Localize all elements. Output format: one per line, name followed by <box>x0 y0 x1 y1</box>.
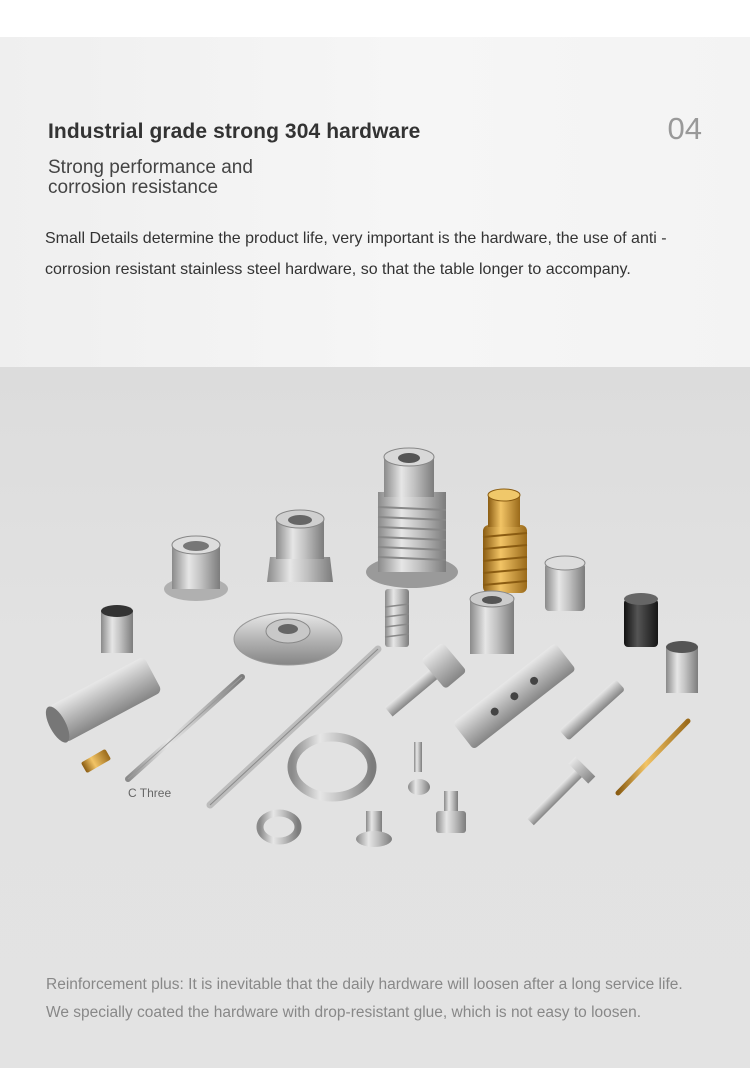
brass-pogo-pin <box>618 721 688 793</box>
threaded-shaft-right <box>559 679 625 740</box>
caption-label: C Three <box>128 786 172 800</box>
knurled-screw <box>436 791 466 833</box>
small-screw <box>356 811 392 847</box>
top-margin <box>0 0 750 37</box>
intro-paragraph: Small Details determine the product life, very important is the hardware, the use of anti -corrosion resistant stainless steel hardware, so that the table longer to accompany. <box>45 230 667 278</box>
hex-nut-fitting <box>267 510 333 582</box>
section-number: 04 <box>667 111 702 146</box>
reinforcement-note: Reinforcement plus: It is inevitable that the daily hardware will loosen after a long service life. We specially coated the hardware with drop-resistant glue, which is not easy to loosen. <box>46 976 683 1021</box>
small-ring <box>260 813 298 841</box>
drilled-bar <box>453 643 576 750</box>
threaded-stud <box>385 589 409 647</box>
intro-section <box>0 37 750 367</box>
headed-pin <box>377 642 467 726</box>
brass-worm-fitting <box>483 489 527 593</box>
bellows-fitting <box>366 448 458 588</box>
hardware-parts-illustration <box>0 367 750 1068</box>
conical-nozzle <box>408 742 430 795</box>
small-spool <box>545 556 585 611</box>
sealing-ring <box>292 737 372 797</box>
flange-disc <box>234 613 342 665</box>
cylinder-bushing <box>164 536 228 601</box>
section-subtitle: Strong performance and corrosion resistance <box>48 157 253 198</box>
right-threaded-fitting <box>666 641 698 693</box>
brass-small-fitting <box>81 749 111 773</box>
hardware-photo <box>0 367 750 1068</box>
section-title: Industrial grade strong 304 hardware <box>48 120 421 143</box>
threaded-bushing <box>470 591 514 654</box>
threaded-nipple <box>101 605 133 653</box>
black-cap-fitting <box>624 593 658 647</box>
long-barrel <box>41 656 162 746</box>
shoulder-shaft <box>520 757 595 832</box>
